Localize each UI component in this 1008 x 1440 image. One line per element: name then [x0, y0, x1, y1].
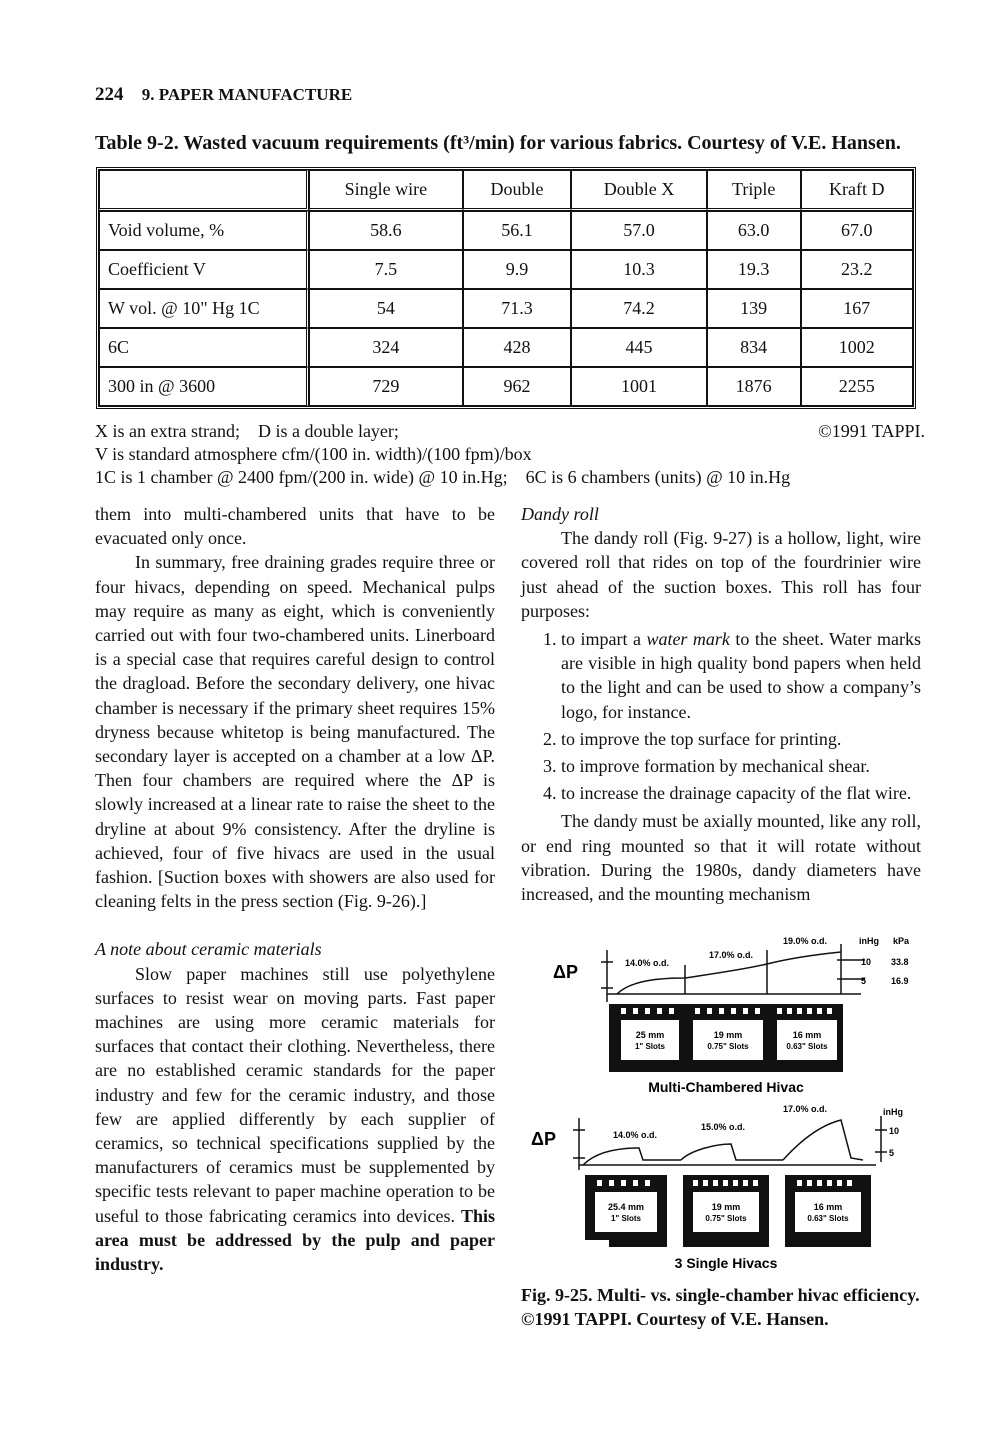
od-label: 17.0% o.d. [783, 1104, 828, 1114]
data-table [96, 167, 916, 409]
slot-label: 0.75" Slots [705, 1214, 747, 1223]
list-text: to improve formation by mechanical shear. [561, 756, 870, 777]
list-text: to the sheet. Water marks are visible in high quality bond papers when held to the light and can be used to show a company’s logo, for instance. [561, 629, 921, 722]
table-cell: 962 [463, 367, 572, 406]
od-label: 15.0% o.d. [701, 1122, 746, 1132]
table-row [99, 328, 913, 367]
slot-label: 16 mm [813, 1202, 843, 1212]
table-cell: 729 [309, 367, 463, 406]
slot-label: 19 mm [711, 1202, 741, 1212]
hivac-figure [521, 930, 921, 1275]
paragraph: them into multi-chambered units that have to be evacuated only once. [95, 504, 495, 549]
scale-value: 16.9 [891, 976, 909, 986]
row-label: W vol. @ 10" Hg 1C [99, 289, 309, 328]
od-label: 14.0% o.d. [613, 1130, 658, 1140]
table-row [99, 211, 913, 250]
right-column [521, 502, 921, 906]
unit-label: kPa [893, 936, 910, 946]
paragraph-text: Slow paper machines still use polyethylene surfaces to resist wear on moving parts. Fast paper machines are using more ceramic materials for surfaces that contact their clothing. Nevertheless, there are no established ceramic standards for the paper industry and few for the ceramic industry, and those few are applied differently by each supplier of ceramics, so technical specifications supplied by the manufacturers of ceramics must be supplemented by specific tests relevant to paper machine operation to be useful to those fabricating ceramics into devices. [95, 963, 495, 1226]
list-text: to impart a [561, 629, 647, 650]
table-cell: 1001 [571, 367, 706, 406]
slot-label: 25 mm [635, 1030, 665, 1040]
scale-value: 10 [861, 957, 872, 967]
list-item [561, 754, 921, 778]
table-cell: 7.5 [309, 250, 463, 289]
copyright-note: ©1991 TAPPI. [818, 421, 925, 441]
col-header: Triple [707, 170, 801, 211]
table-note: X is an extra strand; D is a double layer; [95, 421, 399, 441]
col-header: Single wire [309, 170, 463, 211]
table-cell: 1002 [801, 328, 913, 367]
page-number: 224 [95, 84, 124, 105]
purpose-list [521, 627, 921, 805]
slot-label: 16 mm [792, 1030, 822, 1040]
figure-subtitle: Multi-Chambered Hivac [648, 1079, 804, 1095]
delta-p-label: ΔP [553, 962, 578, 982]
table-row [99, 289, 913, 328]
row-label: 300 in @ 3600 [99, 367, 309, 406]
delta-p-label: ΔP [531, 1129, 556, 1149]
table-cell: 9.9 [463, 250, 572, 289]
table-cell: 834 [707, 328, 801, 367]
figure-subtitle: 3 Single Hivacs [674, 1255, 778, 1271]
table-caption: Table 9-2. Wasted vacuum requirements (ft³/min) for various fabrics. Courtesy of V.E. Hansen. [95, 132, 901, 154]
slot-label: 0.75" Slots [707, 1042, 749, 1051]
section-heading: Dandy roll [521, 504, 599, 524]
table-cell: 167 [801, 289, 913, 328]
col-header: Double X [571, 170, 706, 211]
scale-value: 10 [889, 1126, 900, 1136]
slot-label: 1" Slots [610, 1214, 642, 1223]
table-notes [95, 420, 925, 489]
table-cell: 1876 [707, 367, 801, 406]
scale-value: 5 [861, 976, 867, 986]
table-cell: 19.3 [707, 250, 801, 289]
spacer [95, 913, 495, 937]
col-header: Double [463, 170, 572, 211]
paragraph: The dandy roll (Fig. 9-27) is a hollow, light, wire covered roll that rides on top of the fourdrinier wire just ahead of the suction boxes. This roll has four purposes: [521, 528, 921, 621]
col-header: Kraft D [801, 170, 913, 211]
scale-value: 33.8 [891, 957, 909, 967]
unit-label: inHg [859, 936, 879, 946]
list-text: to improve the top surface for printing. [561, 728, 842, 749]
left-column [95, 502, 495, 1276]
table-cell: 139 [707, 289, 801, 328]
table-note: V is standard atmosphere cfm/(100 in. width)/(100 fpm)/box [95, 444, 532, 464]
table-note: 1C is 1 chamber @ 2400 fpm/(200 in. wide) @ 10 in.Hg; 6C is 6 chambers (units) @ 10 in.Hg [95, 467, 791, 487]
table-cell: 67.0 [801, 211, 913, 250]
table-cell: 74.2 [571, 289, 706, 328]
slot-label: 1" Slots [634, 1042, 666, 1051]
section-heading: A note about ceramic materials [95, 939, 322, 960]
od-label: 14.0% o.d. [625, 958, 670, 968]
table-cell: 57.0 [571, 211, 706, 250]
list-text: to increase the drainage capacity of the flat wire. [561, 783, 912, 804]
table-cell: 324 [309, 328, 463, 367]
emphasis-text: This area must be addressed by the pulp and paper industry. [95, 1205, 496, 1275]
table-cell: 23.2 [801, 250, 913, 289]
table-cell: 63.0 [707, 211, 801, 250]
row-label: Coefficient V [99, 250, 309, 289]
table-row [99, 250, 913, 289]
od-label: 19.0% o.d. [783, 936, 828, 946]
slot-label: 0.63" Slots [786, 1042, 828, 1051]
list-emphasis: water mark [646, 629, 730, 650]
hivac-diagram [521, 930, 921, 1275]
table-cell: 10.3 [571, 250, 706, 289]
paragraph [95, 962, 495, 1277]
table-cell: 56.1 [463, 211, 572, 250]
scale-value: 5 [889, 1148, 895, 1158]
table-cell: 71.3 [463, 289, 572, 328]
table-cell: 54 [309, 289, 463, 328]
table-corner-cell [99, 170, 309, 211]
table-cell: 428 [463, 328, 572, 367]
table-row [99, 367, 913, 406]
list-item [561, 781, 921, 805]
table-cell: 2255 [801, 367, 913, 406]
row-label: Void volume, % [99, 211, 309, 250]
figure-caption: Fig. 9-25. Multi- vs. single-chamber hivac efficiency. ©1991 TAPPI. Courtesy of V.E. Hansen. [521, 1285, 920, 1329]
row-label: 6C [99, 328, 309, 367]
table-cell: 58.6 [309, 211, 463, 250]
page-header [95, 84, 352, 106]
list-item [561, 627, 921, 724]
slot-label: 19 mm [713, 1030, 743, 1040]
slot-label: 0.63" Slots [807, 1214, 849, 1223]
table-header-row [99, 170, 913, 211]
unit-label: inHg [883, 1107, 903, 1117]
slot-label: 25.4 mm [607, 1202, 645, 1212]
paragraph: The dandy must be axially mounted, like any roll, or end ring mounted so that it will rotate without vibration. During the 1980s, dandy diameters have increased, and the mounting mechanism [521, 811, 921, 905]
od-label: 17.0% o.d. [709, 950, 754, 960]
running-head: 9. PAPER MANUFACTURE [141, 85, 353, 104]
paragraph: In summary, free draining grades require three or four hivacs, depending on speed. Mechanical pulps may require as many as eight, which is conveniently carried out with four two-chambered units. Linerboard is a special case that requires careful design to control the dragload. Before the secondary delivery, one hivac chamber is necessary if the primary sheet requires 15% dryness because whitetop is being manufactured. The secondary layer is accepted on a chamber at a low ΔP. Then four chambers are required where the ΔP is slowly increased at a linear rate to raise the sheet to the dryline at about 9% consistency. After the dryline is achieved, four of five hivacs are used in the usual fashion. [Suction boxes with showers are also used for cleaning felts in the press section (Fig. 9-26).] [95, 552, 495, 912]
list-item [561, 727, 921, 751]
table-cell: 445 [571, 328, 706, 367]
